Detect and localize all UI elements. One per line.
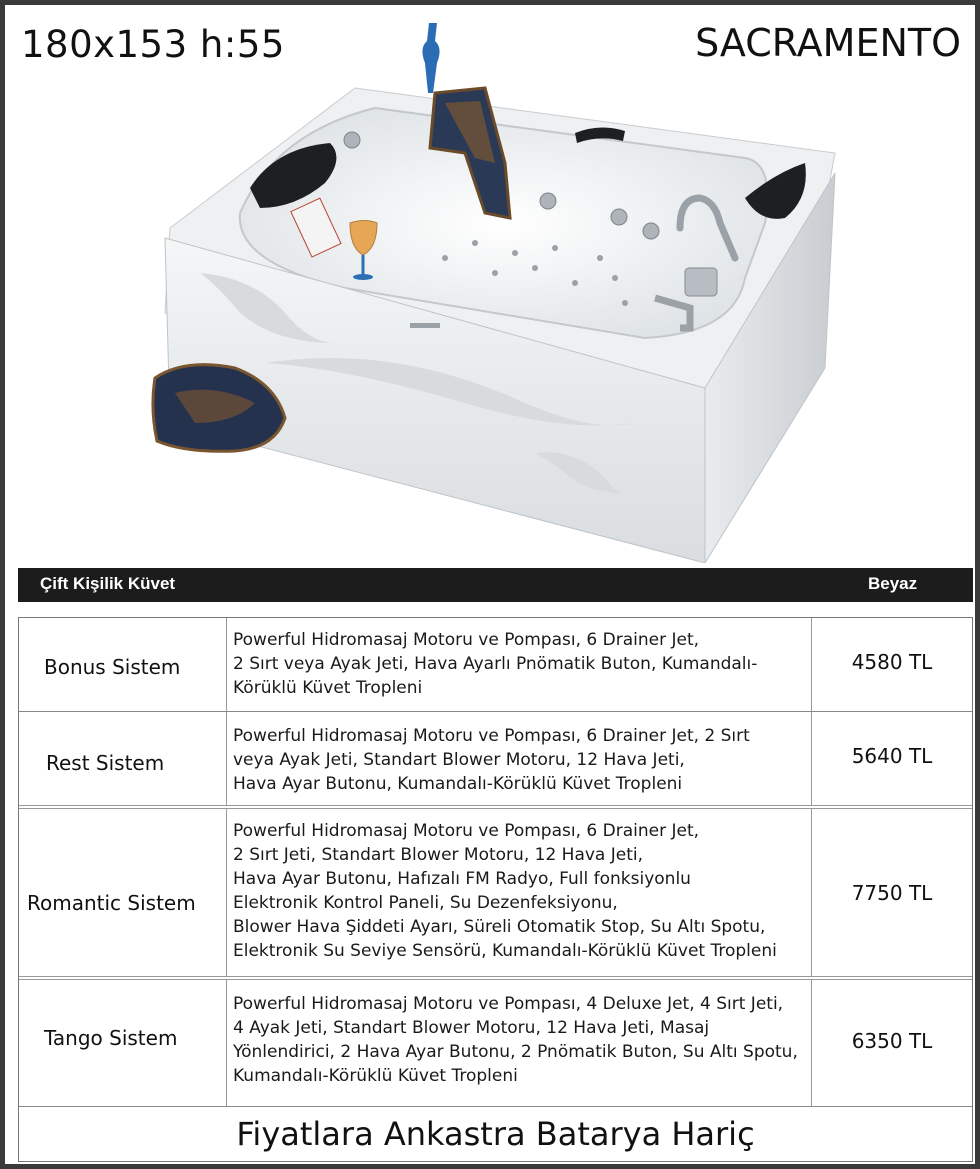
system-price: 4580 TL [851, 650, 933, 674]
system-description: Powerful Hidromasaj Motoru ve Pompası, 6 Drainer Jet, 2 Sırt veya Ayak Jeti, Standart Blower Motoru, 12 Hava Jeti, Hava Ayar Butonu, Kumandalı-Körüklü Küvet Tropleni [233, 726, 750, 794]
system-price: 6350 TL [851, 1029, 933, 1053]
section-header-bar [18, 568, 973, 602]
table-row [19, 980, 972, 1106]
system-description: Powerful Hidromasaj Motoru ve Pompası, 4 Deluxe Jet, 4 Sırt Jeti, 4 Ayak Jeti, Standart Blower Motoru, 12 Hava Jeti, Masaj Yönlendirici, 2 Hava Ayar Butonu, 2 Pnömatik Buton, Su Altı Spotu, Kumandalı-Körüklü Küvet Tropleni [233, 994, 798, 1086]
model-name: SACRAMENTO [695, 21, 961, 65]
system-name: Bonus Sistem [44, 655, 181, 679]
system-description: Powerful Hidromasaj Motoru ve Pompası, 6 Drainer Jet, 2 Sırt Jeti, Standart Blower Motoru, 12 Hava Jeti, Hava Ayar Butonu, Hafızalı FM Radyo, Full fonksiyonlu Elektronik Kontrol Paneli, Su Dezenfeksiyonu, Blower Hava Şiddeti Ayarı, Süreli Otomatik Stop, Su Altı Spotu, Elektronik Su Seviye Sensörü, Kumandalı-Körüklü Küvet Tropleni [233, 821, 777, 961]
price-footnote: Fiyatlara Ankastra Batarya Hariç [19, 1106, 972, 1161]
system-name: Rest Sistem [46, 751, 165, 775]
color-label: Beyaz [868, 574, 918, 593]
system-description: Powerful Hidromasaj Motoru ve Pompası, 6 Drainer Jet, 2 Sırt veya Ayak Jeti, Hava Ayarlı Pnömatik Buton, Kumandalı- Körüklü Küvet Tropleni [233, 630, 758, 698]
dimensions-label: 180x153 h:55 [21, 23, 285, 66]
table-row [19, 618, 972, 712]
system-price: 7750 TL [851, 881, 933, 905]
price-table [18, 617, 973, 1162]
system-name: Romantic Sistem [27, 891, 196, 915]
table-row [19, 712, 972, 809]
category-label: Çift Kişilik Küvet [40, 574, 176, 593]
table-row [19, 809, 972, 980]
system-price: 5640 TL [851, 744, 933, 768]
bathtub-image [145, 23, 845, 563]
system-name: Tango Sistem [44, 1026, 178, 1050]
